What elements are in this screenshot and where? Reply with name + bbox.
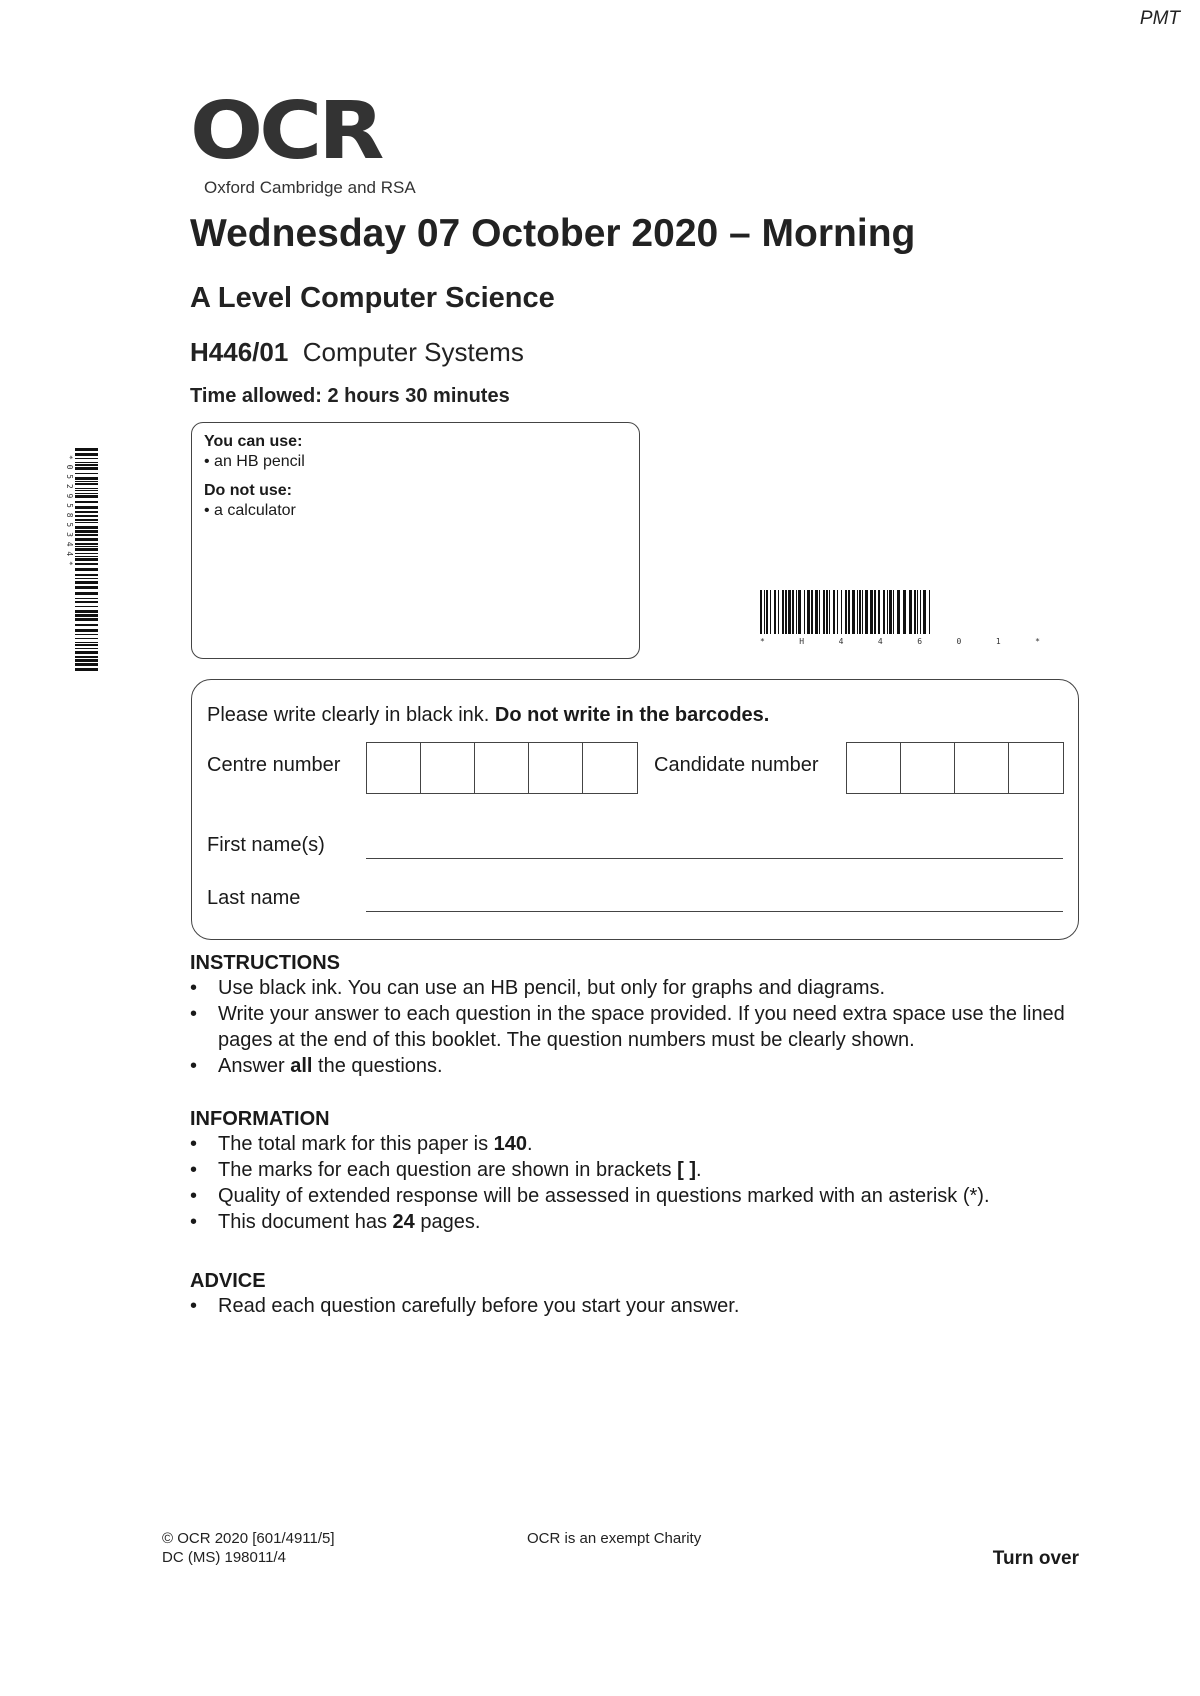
barcode-bar (75, 473, 98, 474)
barcode-bar (75, 538, 98, 541)
barcode-bar (878, 590, 880, 634)
barcode-bar (774, 590, 776, 634)
last-name-line[interactable] (366, 911, 1063, 912)
barcode-bar (807, 590, 810, 634)
candidate-details-box (191, 679, 1079, 940)
horizontal-barcode (760, 590, 1045, 646)
barcode-bar (857, 590, 858, 634)
barcode-bar (75, 493, 98, 494)
barcode-bar (75, 511, 98, 513)
centre-number-digit-box[interactable] (583, 743, 637, 793)
barcode-bar (792, 590, 794, 634)
barcode-bar (837, 590, 838, 634)
centre-number-label: Centre number (207, 754, 341, 776)
barcode-bar (75, 581, 98, 584)
centre-number-boxes[interactable] (366, 742, 638, 794)
barcode-bar (848, 590, 850, 634)
barcode-bar (75, 578, 98, 579)
barcode-bar (897, 590, 900, 634)
barcode-bar (796, 590, 797, 634)
barcode-bar (75, 586, 98, 589)
ocr-logo (190, 85, 416, 198)
advice-list (190, 1293, 1090, 1319)
barcode-bar (798, 590, 801, 634)
time-allowed: Time allowed: 2 hours 30 minutes (190, 385, 510, 407)
information-section (190, 1108, 1090, 1235)
document-code: DC (MS) 198011/4 (162, 1549, 286, 1566)
barcode-bar (75, 668, 98, 671)
barcode-bar (75, 624, 98, 626)
barcode-bar (874, 590, 876, 634)
equipment-box (191, 422, 640, 659)
barcode-bar (75, 638, 98, 639)
barcode-bar (893, 590, 894, 634)
advice-section (190, 1270, 1090, 1319)
barcode-bar (859, 590, 861, 634)
barcode-bar (75, 515, 98, 517)
barcode-bar (785, 590, 787, 634)
barcode-bar (917, 590, 918, 634)
corner-tag: PMT (1139, 8, 1180, 29)
copyright-text: © OCR 2020 [601/4911/5] (162, 1530, 335, 1547)
barcode-bar (75, 458, 98, 459)
barcode-bar (887, 590, 888, 634)
barcode-bar (909, 590, 912, 634)
instruction-item: • Answer all the questions. (190, 1053, 1090, 1079)
barcode-bar (923, 590, 926, 634)
barcode-bar (862, 590, 863, 634)
barcode-bar (903, 590, 906, 634)
information-item: • The marks for each question are shown in brackets [ ]. (190, 1157, 1090, 1183)
barcode-bar (75, 462, 98, 463)
information-item: • Quality of extended response will be assessed in questions marked with an asterisk (*). (190, 1183, 1090, 1209)
instructions-section (190, 952, 1090, 1079)
barcode-bar (75, 464, 98, 466)
barcode-bar (75, 556, 98, 557)
barcode-bar (75, 546, 98, 547)
paper-title (190, 337, 524, 368)
barcode-bar (75, 648, 98, 649)
barcode-bar (778, 590, 779, 634)
barcode-bar (75, 548, 98, 551)
instruction-item: • Use black ink. You can use an HB pencil, but only for graphs and diagrams. (190, 975, 1090, 1001)
cannot-use-item: • a calculator (204, 502, 296, 519)
barcode-bar (75, 488, 98, 489)
barcode-bar (75, 610, 98, 613)
barcode-bar (75, 568, 98, 571)
instructions-heading: INSTRUCTIONS (190, 952, 340, 974)
barcode-bar (75, 614, 98, 617)
barcode-bar (75, 453, 98, 456)
logo-letters: OCR (190, 85, 381, 178)
cannot-use-heading: Do not use: (204, 482, 292, 499)
candidate-number-digit-box[interactable] (901, 743, 955, 793)
vertical-barcode-digits: * 0 5 2 9 5 8 5 3 4 4 * (65, 455, 74, 566)
barcode-bar (770, 590, 771, 634)
advice-item: • Read each question carefully before you start your answer. (190, 1293, 1090, 1319)
barcode-bar (75, 642, 98, 643)
barcode-bar (75, 634, 98, 635)
barcode-bar (75, 495, 98, 498)
barcode-bar (819, 590, 820, 634)
barcode-bar (75, 663, 98, 666)
barcode-bar (883, 590, 885, 634)
barcode-bar (760, 590, 762, 634)
barcode-bar (815, 590, 818, 634)
barcode-bar (75, 483, 98, 485)
last-name-label: Last name (207, 887, 301, 909)
barcode-bar (75, 519, 98, 521)
can-use-heading: You can use: (204, 433, 303, 450)
barcode-bar (75, 543, 98, 545)
barcode-bar (841, 590, 842, 634)
barcode-bar (75, 526, 98, 529)
barcode-bar (914, 590, 916, 634)
barcode-bar (75, 656, 98, 658)
candidate-number-digit-box[interactable] (955, 743, 1009, 793)
footer-left (162, 1529, 335, 1567)
barcode-bar (75, 481, 98, 482)
centre-number-digit-box[interactable] (367, 743, 421, 793)
vertical-barcode (62, 448, 98, 676)
barcode-bar (75, 606, 98, 607)
information-item: • The total mark for this paper is 140. (190, 1131, 1090, 1157)
barcode-bar (75, 506, 98, 509)
barcode-bar (75, 651, 98, 654)
can-use-item: • an HB pencil (204, 453, 305, 470)
barcode-bar (852, 590, 855, 634)
centre-number-digit-box[interactable] (475, 743, 529, 793)
charity-text: OCR is an exempt Charity (527, 1530, 702, 1547)
barcode-bar (75, 574, 98, 576)
barcode-bar (75, 558, 98, 561)
first-name-label: First name(s) (207, 834, 325, 856)
candidate-intro: Please write clearly in black ink. Do not write in the barcodes. (207, 704, 770, 726)
barcode-bar (75, 530, 98, 533)
qualification-title: A Level Computer Science (190, 282, 555, 314)
centre-number-digit-box[interactable] (421, 743, 475, 793)
barcode-bar (889, 590, 892, 634)
barcode-bar (764, 590, 765, 634)
barcode-bar (788, 590, 791, 634)
barcode-bar (823, 590, 825, 634)
turn-over: Turn over (992, 1548, 1079, 1569)
barcode-bar (833, 590, 835, 634)
paper-code: H446/01 (190, 337, 289, 367)
instruction-item: • Write your answer to each question in the space provided. If you need extra space use the lined pages at the end of this booklet. The question numbers must be clearly shown. (190, 1001, 1090, 1053)
barcode-bar (766, 590, 768, 634)
barcode-bar (75, 618, 98, 621)
advice-heading: ADVICE (190, 1270, 266, 1292)
horizontal-barcode-digits: * H 4 4 6 0 1 * (760, 637, 1040, 646)
barcode-bar (75, 659, 98, 662)
barcode-bar (870, 590, 873, 634)
first-name-line[interactable] (366, 858, 1063, 859)
barcode-bar (75, 522, 98, 523)
barcode-bar (826, 590, 828, 634)
barcode-bar (75, 490, 98, 491)
barcode-bar (75, 644, 98, 646)
barcode-bar (782, 590, 784, 634)
candidate-number-digit-box[interactable] (1009, 743, 1063, 793)
barcode-bar (75, 601, 98, 603)
logo-subtitle: Oxford Cambridge and RSA (204, 178, 416, 197)
centre-number-digit-box[interactable] (529, 743, 583, 793)
barcode-bar (75, 553, 98, 554)
barcode-bar (804, 590, 805, 634)
candidate-number-boxes[interactable] (846, 742, 1064, 794)
barcode-bar (920, 590, 921, 634)
barcode-bar (811, 590, 813, 634)
information-list (190, 1131, 1090, 1235)
exam-date: Wednesday 07 October 2020 – Morning (190, 212, 916, 255)
barcode-bar (75, 467, 98, 470)
barcode-bar (865, 590, 868, 634)
barcode-bar (75, 598, 98, 599)
barcode-bar (75, 629, 98, 632)
candidate-number-digit-box[interactable] (847, 743, 901, 793)
information-heading: INFORMATION (190, 1108, 330, 1130)
barcode-bar (75, 477, 98, 480)
barcode-bar (75, 501, 98, 503)
barcode-bar (75, 534, 98, 536)
candidate-number-label: Candidate number (654, 754, 819, 776)
instructions-list (190, 975, 1090, 1079)
barcode-bar (845, 590, 847, 634)
barcode-bar (75, 563, 98, 565)
barcode-bar (829, 590, 830, 634)
barcode-bar (929, 590, 930, 634)
paper-name: Computer Systems (302, 337, 524, 367)
barcode-bar (75, 448, 98, 451)
barcode-bar (75, 592, 98, 595)
information-item: • This document has 24 pages. (190, 1209, 1090, 1235)
